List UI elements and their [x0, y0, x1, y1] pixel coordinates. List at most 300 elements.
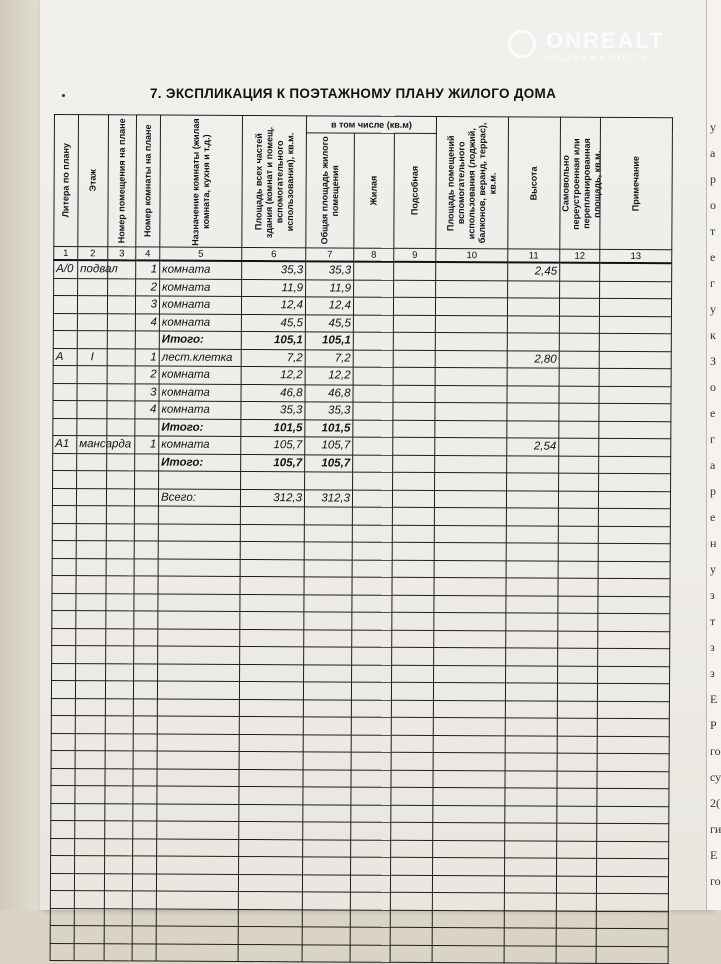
cell-general-area: 312,3: [304, 489, 352, 507]
cell-purpose: комната: [159, 384, 241, 402]
cell-floor: [77, 366, 107, 384]
cell-height: [507, 403, 559, 421]
cell-general-area: 45,5: [305, 314, 353, 332]
cell-height: [506, 630, 558, 648]
header-general-area: Общая площадь жилого помещения: [306, 133, 355, 248]
cell-room-number: [133, 733, 157, 751]
edge-glyph: З: [710, 354, 717, 368]
cell-general-area: [303, 717, 351, 735]
cell-note: [596, 946, 668, 964]
cell-total-area: [239, 716, 303, 734]
cell-living: [354, 262, 394, 280]
cell-general-area: [302, 892, 350, 910]
cell-premise-number: [105, 733, 133, 751]
cell-total-area: [240, 664, 304, 682]
cell-room-number: [135, 418, 159, 436]
cell-unauthorized: [558, 543, 598, 561]
cell-litera: [52, 593, 76, 611]
cell-floor: [77, 401, 107, 419]
cell-floor: [77, 383, 107, 401]
cell-total-area: [239, 734, 303, 752]
cell-general-area: [303, 787, 351, 805]
cell-litera: [52, 628, 76, 646]
cell-total-area: 12,2: [241, 366, 305, 384]
cell-premise-number: [107, 331, 135, 349]
cell-litera: [51, 733, 75, 751]
cell-note: [598, 631, 670, 649]
cell-utility: [390, 875, 432, 893]
cell-purpose: Итого:: [159, 454, 241, 472]
cell-litera: [51, 803, 75, 821]
cell-total-area: 7,2: [241, 349, 305, 367]
cell-general-area: [302, 909, 350, 927]
cell-unauthorized: [558, 508, 598, 526]
cell-premise-number: [107, 313, 135, 331]
cell-purpose: [157, 734, 239, 752]
cell-premise-number: [106, 576, 134, 594]
cell-general-area: [304, 612, 352, 630]
cell-height: [507, 420, 559, 438]
cell-premise-number: [107, 383, 135, 401]
cell-litera: [52, 505, 76, 523]
cell-unauthorized: [557, 683, 597, 701]
cell-general-area: [302, 927, 350, 945]
cell-height: [506, 560, 558, 578]
cell-purpose: [156, 874, 238, 892]
cell-unauthorized: [558, 596, 598, 614]
edge-glyph: р: [710, 172, 716, 186]
edge-glyph: е: [710, 510, 716, 524]
cell-living: [350, 892, 390, 910]
cell-floor: [74, 891, 104, 909]
cell-utility: [392, 630, 434, 648]
cell-height: [507, 455, 559, 473]
cell-utility: [391, 735, 433, 753]
cell-floor: [76, 663, 106, 681]
cell-utility: [393, 297, 435, 315]
cell-general-area: [303, 752, 351, 770]
cell-unauthorized: [559, 421, 599, 439]
cell-room-number: [134, 646, 158, 664]
cell-room-number: [132, 908, 156, 926]
cell-unauthorized: [558, 631, 598, 649]
cell-floor: [77, 471, 107, 489]
page-title: 7. ЭКСПЛИКАЦИЯ К ПОЭТАЖНОМУ ПЛАНУ ЖИЛОГО ДОМА: [150, 86, 557, 101]
header-auxiliary-area: Площадь помещений вспомогательного использования (лоджий, балконов, веранд, террас), кв.м.: [436, 117, 509, 249]
cell-auxiliary: [433, 735, 505, 753]
cell-utility: [391, 805, 433, 823]
cell-height: [506, 648, 558, 666]
cell-auxiliary: [434, 630, 506, 648]
cell-utility: [393, 367, 435, 385]
edge-glyph: е: [710, 406, 716, 420]
cell-purpose: комната: [159, 401, 241, 419]
cell-height: [507, 298, 559, 316]
cell-purpose: комната: [159, 366, 241, 384]
cell-unauthorized: [556, 876, 596, 894]
edge-glyph: т: [710, 614, 716, 628]
cell-note: [598, 491, 670, 509]
cell-unauthorized: [558, 491, 598, 509]
cell-general-area: [304, 524, 352, 542]
cell-auxiliary: [432, 892, 504, 910]
cell-purpose: Всего:: [158, 489, 240, 507]
cell-litera: [53, 453, 77, 471]
cell-note: [599, 421, 671, 439]
cell-room-number: [134, 541, 158, 559]
cell-floor: [75, 681, 105, 699]
page-dot: [62, 94, 65, 97]
cell-litera: [53, 400, 77, 418]
cell-unauthorized: [558, 561, 598, 579]
cell-height: 2,45: [508, 262, 560, 280]
header-utility: Подсобная: [394, 133, 437, 248]
cell-auxiliary: [435, 402, 507, 420]
cell-litera: [51, 785, 75, 803]
cell-living: [352, 647, 392, 665]
cell-unauthorized: [559, 386, 599, 404]
cell-room-number: [133, 716, 157, 734]
cell-room-number: [134, 506, 158, 524]
cell-auxiliary: [433, 717, 505, 735]
cell-floor: [76, 506, 106, 524]
cell-litera: [53, 313, 77, 331]
cell-room-number: [132, 943, 156, 961]
cell-room-number: 1: [135, 436, 159, 454]
cell-height: [505, 735, 557, 753]
cell-height: [508, 280, 560, 298]
cell-utility: [391, 787, 433, 805]
cell-purpose: Итого:: [159, 419, 241, 437]
cell-utility: [390, 927, 432, 945]
cell-utility: [392, 647, 434, 665]
cell-living: [351, 682, 391, 700]
cell-purpose: [158, 611, 240, 629]
cell-litera: А/0: [54, 260, 78, 278]
cell-purpose: [156, 944, 238, 962]
cell-living: [352, 665, 392, 683]
cell-note: [598, 596, 670, 614]
column-number: 1: [54, 247, 78, 261]
cell-unauthorized: [557, 788, 597, 806]
edge-glyph: к: [710, 328, 716, 342]
cell-floor: [74, 943, 104, 961]
cell-litera: [54, 278, 78, 296]
cell-height: [506, 543, 558, 561]
cell-general-area: 12,2: [305, 367, 353, 385]
cell-height: [506, 613, 558, 631]
cell-total-area: [239, 751, 303, 769]
cell-auxiliary: [434, 560, 506, 578]
cell-total-area: 45,5: [241, 314, 305, 332]
cell-room-number: [134, 628, 158, 646]
cell-unauthorized: [556, 911, 596, 929]
cell-unauthorized: [559, 316, 599, 334]
cell-note: [598, 648, 670, 666]
edge-glyph: е: [710, 250, 716, 264]
cell-living: [352, 490, 392, 508]
cell-premise-number: [107, 401, 135, 419]
cell-room-number: [134, 663, 158, 681]
cell-purpose: [157, 769, 239, 787]
cell-room-number: [132, 873, 156, 891]
cell-auxiliary: [434, 612, 506, 630]
cell-height: [506, 508, 558, 526]
adjacent-page-edge: [706, 0, 721, 910]
cell-room-number: 4: [135, 401, 159, 419]
watermark: [508, 26, 708, 66]
cell-purpose: [156, 926, 238, 944]
cell-premise-number: [106, 506, 134, 524]
cell-room-number: [133, 751, 157, 769]
cell-height: [506, 525, 558, 543]
cell-height: [506, 578, 558, 596]
cell-room-number: 2: [136, 278, 160, 296]
cell-living: [350, 910, 390, 928]
cell-purpose: [159, 471, 241, 489]
cell-utility: [392, 490, 434, 508]
cell-room-number: [133, 856, 157, 874]
cell-utility: [394, 280, 436, 298]
edge-glyph: о: [710, 380, 716, 394]
cell-purpose: комната: [159, 314, 241, 332]
cell-auxiliary: [434, 647, 506, 665]
cell-room-number: [134, 611, 158, 629]
cell-living: [352, 542, 392, 560]
cell-height: [507, 368, 559, 386]
cell-premise-number: [106, 611, 134, 629]
cell-note: [596, 893, 668, 911]
cell-purpose: [158, 646, 240, 664]
cell-room-number: [133, 803, 157, 821]
cell-note: [600, 281, 672, 299]
cell-general-area: [303, 839, 351, 857]
cell-total-area: [238, 891, 302, 909]
cell-utility: [393, 402, 435, 420]
edge-glyph: су: [710, 770, 721, 784]
cell-note: [596, 911, 668, 929]
cell-general-area: 11,9: [306, 279, 354, 297]
cell-general-area: 105,7: [305, 437, 353, 455]
cell-general-area: [303, 682, 351, 700]
cell-note: [598, 508, 670, 526]
cell-room-number: 1: [136, 260, 160, 278]
cell-note: [597, 841, 669, 859]
cell-premise-number: [105, 856, 133, 874]
cell-unauthorized: [556, 928, 596, 946]
cell-litera: [52, 540, 76, 558]
cell-utility: [391, 822, 433, 840]
cell-height: [504, 875, 556, 893]
cell-premise-number: [107, 366, 135, 384]
cell-premise-number: [104, 891, 132, 909]
cell-premise-number: [104, 943, 132, 961]
cell-total-area: [240, 559, 304, 577]
cell-floor: [75, 803, 105, 821]
cell-general-area: [304, 664, 352, 682]
edge-glyph: го: [710, 874, 721, 888]
cell-utility: [392, 542, 434, 560]
cell-total-area: [240, 594, 304, 612]
column-number: 9: [394, 248, 436, 262]
cell-purpose: [157, 804, 239, 822]
cell-litera: [52, 663, 76, 681]
cell-purpose: [156, 909, 238, 927]
cell-premise-number: [106, 646, 134, 664]
cell-total-area: [240, 524, 304, 542]
cell-litera: [50, 908, 74, 926]
cell-total-area: [239, 804, 303, 822]
cell-height: 2,80: [507, 350, 559, 368]
cell-floor: [75, 838, 105, 856]
cell-premise-number: [106, 593, 134, 611]
header-room-number: Номер комнаты на плане: [136, 115, 161, 247]
cell-general-area: [304, 507, 352, 525]
cell-purpose: комната: [160, 279, 242, 297]
cell-premise-number: [107, 348, 135, 366]
cell-utility: [392, 612, 434, 630]
cell-purpose: комната: [159, 296, 241, 314]
column-number: 5: [160, 247, 242, 261]
cell-litera: [52, 610, 76, 628]
cell-purpose: [157, 821, 239, 839]
cell-living: [353, 455, 393, 473]
cell-general-area: [303, 769, 351, 787]
cell-floor: [75, 768, 105, 786]
cell-auxiliary: [434, 525, 506, 543]
cell-room-number: [134, 576, 158, 594]
cell-living: [352, 595, 392, 613]
cell-litera: [50, 890, 74, 908]
cell-general-area: [302, 874, 350, 892]
edge-glyph: г: [710, 276, 715, 290]
cell-utility: [391, 840, 433, 858]
cell-note: [597, 823, 669, 841]
cell-room-number: [133, 768, 157, 786]
column-number: 11: [508, 249, 560, 263]
cell-premise-number: [108, 278, 136, 296]
cell-general-area: 105,7: [305, 454, 353, 472]
cell-premise-number: [105, 698, 133, 716]
edge-glyph: р: [710, 484, 716, 498]
cell-purpose: [157, 681, 239, 699]
cell-living: [353, 350, 393, 368]
cell-total-area: 12,4: [241, 296, 305, 314]
cell-unauthorized: [556, 946, 596, 964]
cell-room-number: [133, 786, 157, 804]
cell-auxiliary: [435, 437, 507, 455]
header-unauthorized-area: Самовольно переустроенная или перепланированная площадь, кв.м.: [560, 117, 601, 249]
cell-living: [350, 927, 390, 945]
cell-room-number: 3: [135, 296, 159, 314]
cell-living: [352, 630, 392, 648]
cell-unauthorized: [557, 823, 597, 841]
cell-utility: [392, 665, 434, 683]
cell-purpose: Итого:: [159, 331, 241, 349]
table-row: [50, 943, 668, 964]
cell-purpose: [157, 839, 239, 857]
edge-glyph: у: [710, 562, 716, 576]
cell-litera: [53, 383, 77, 401]
cell-floor: мансарда: [77, 436, 107, 454]
cell-note: [599, 403, 671, 421]
cell-utility: [391, 752, 433, 770]
cell-room-number: [134, 593, 158, 611]
cell-litera: [51, 855, 75, 873]
cell-height: 2,54: [507, 438, 559, 456]
cell-living: [350, 875, 390, 893]
cell-note: [599, 368, 671, 386]
header-note: Примечание: [600, 117, 673, 249]
cell-floor: подвал: [78, 260, 108, 278]
cell-living: [353, 315, 393, 333]
cell-note: [599, 316, 671, 334]
cell-purpose: [158, 664, 240, 682]
cell-note: [597, 718, 669, 736]
cell-note: [597, 753, 669, 771]
column-number: 10: [436, 249, 508, 263]
cell-premise-number: [106, 523, 134, 541]
edge-glyph: о: [710, 198, 716, 212]
cell-total-area: [239, 681, 303, 699]
column-number: 12: [560, 249, 600, 263]
cell-utility: [393, 455, 435, 473]
cell-unauthorized: [557, 806, 597, 824]
cell-purpose: [157, 699, 239, 717]
cell-litera: [53, 330, 77, 348]
cell-auxiliary: [432, 927, 504, 945]
cell-height: [506, 490, 558, 508]
cell-living: [353, 420, 393, 438]
cell-auxiliary: [434, 490, 506, 508]
cell-purpose: [157, 856, 239, 874]
cell-floor: [76, 576, 106, 594]
cell-floor: [75, 733, 105, 751]
column-number: 3: [108, 247, 136, 261]
cell-note: [597, 701, 669, 719]
edge-glyph: з: [710, 640, 715, 654]
cell-general-area: 12,4: [305, 297, 353, 315]
cell-floor: [77, 331, 107, 349]
cell-auxiliary: [436, 262, 508, 280]
cell-note: [598, 526, 670, 544]
cell-premise-number: [105, 803, 133, 821]
cell-litera: [52, 523, 76, 541]
cell-floor: [77, 296, 107, 314]
cell-purpose: [158, 576, 240, 594]
cell-floor: [76, 628, 106, 646]
cell-height: [507, 473, 559, 491]
cell-unauthorized: [556, 893, 596, 911]
cell-room-number: [132, 926, 156, 944]
cell-living: [351, 752, 391, 770]
cell-unauthorized: [558, 526, 598, 544]
cell-unauthorized: [559, 403, 599, 421]
cell-auxiliary: [434, 665, 506, 683]
cell-general-area: 101,5: [305, 419, 353, 437]
cell-total-area: 46,8: [241, 384, 305, 402]
cell-unauthorized: [557, 736, 597, 754]
cell-total-area: 105,7: [241, 436, 305, 454]
cell-utility: [393, 332, 435, 350]
cell-litera: [52, 558, 76, 576]
cell-note: [600, 263, 672, 281]
cell-living: [351, 787, 391, 805]
cell-general-area: 35,3: [305, 402, 353, 420]
cell-living: [353, 472, 393, 490]
cell-floor: [75, 821, 105, 839]
cell-auxiliary: [433, 840, 505, 858]
